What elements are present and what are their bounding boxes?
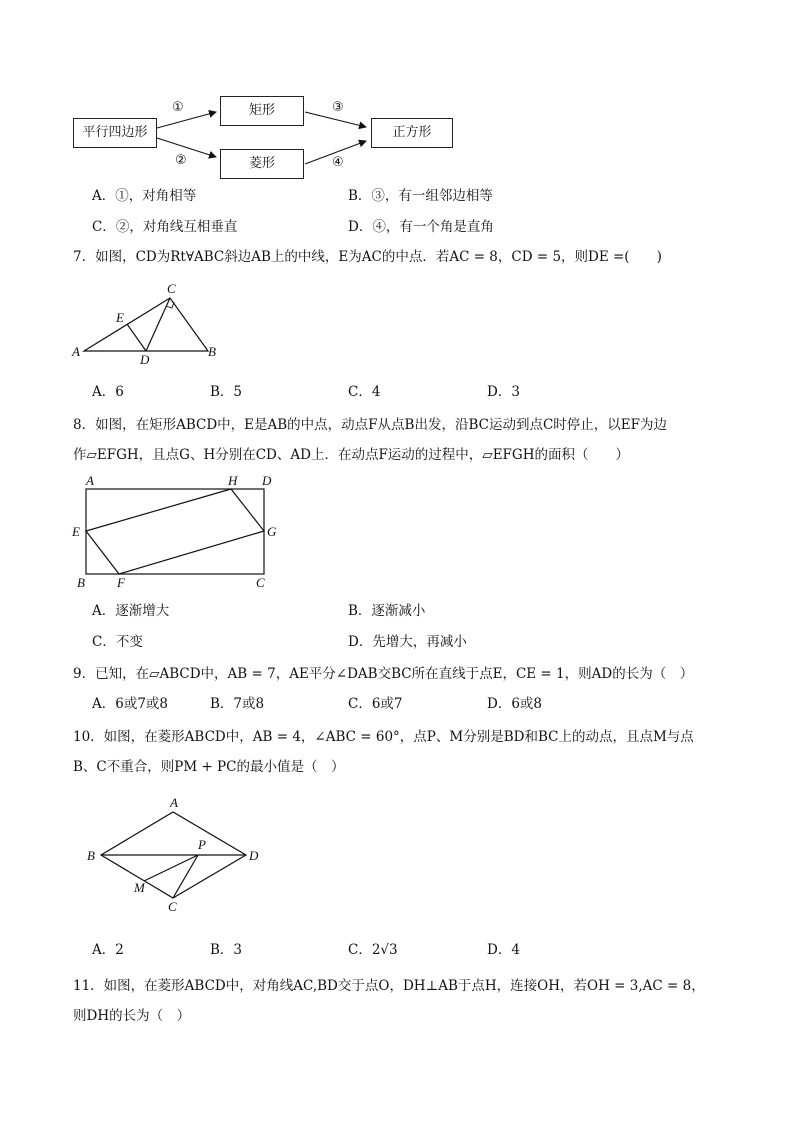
q11-stem-line2: 则DH的长为（ ） bbox=[73, 1008, 191, 1024]
q6-option-a: A．①，对角相等 bbox=[92, 188, 197, 204]
q7-option-b: B．5 bbox=[210, 384, 243, 400]
flowchart-arrows bbox=[0, 0, 794, 200]
q7-triangle-figure bbox=[70, 278, 310, 398]
q8-label-d: D bbox=[262, 473, 272, 488]
q10-label-m: M bbox=[134, 880, 145, 895]
q8-label-e: E bbox=[72, 524, 80, 539]
q6-option-d: D．④，有一个角是直角 bbox=[348, 219, 494, 235]
q10-label-d: D bbox=[249, 848, 259, 863]
q10-label-b: B bbox=[87, 848, 95, 863]
q7-option-d: D．3 bbox=[487, 384, 520, 400]
q7-label-a: A bbox=[72, 344, 80, 359]
q7-label-e: E bbox=[116, 310, 124, 325]
q8-label-b: B bbox=[77, 575, 85, 590]
q10-option-b: B．3 bbox=[210, 942, 243, 958]
q10-label-p: P bbox=[198, 837, 206, 852]
flow-mark-2: ② bbox=[175, 153, 187, 168]
q8-label-g: G bbox=[267, 524, 277, 539]
flow-box-square: 正方形 bbox=[371, 118, 453, 148]
q8-option-c: C．不变 bbox=[92, 634, 143, 650]
q9-option-d: D．6或8 bbox=[487, 696, 543, 712]
q10-stem-line2: B、C不重合，则PM + PC的最小值是（ ） bbox=[73, 759, 345, 775]
q9-option-a: A．6或7或8 bbox=[92, 696, 169, 712]
q10-rhombus-figure bbox=[80, 792, 280, 922]
q10-label-a: A bbox=[170, 795, 178, 810]
q6-option-b: B．③，有一组邻边相等 bbox=[348, 188, 493, 204]
q7-stem: 7．如图，CD为Rt∀ABC斜边AB上的中线，E为AC的中点．若AC = 8，CD = 5，则DE =( ) bbox=[73, 249, 662, 265]
flow-mark-3: ③ bbox=[332, 100, 344, 115]
q7-option-c: C．4 bbox=[348, 384, 381, 400]
arrow-1 bbox=[157, 112, 216, 128]
q7-option-a: A．6 bbox=[92, 384, 124, 400]
q9-option-c: C．6或7 bbox=[348, 696, 403, 712]
q8-rectangle-figure bbox=[70, 470, 300, 595]
q8-label-h: H bbox=[228, 473, 238, 488]
q6-option-c: C．②，对角线互相垂直 bbox=[92, 219, 238, 235]
flow-box-rectangle: 矩形 bbox=[220, 96, 304, 126]
q7-label-c: C bbox=[167, 281, 176, 296]
q10-option-c: C．2√3 bbox=[348, 942, 398, 958]
q8-stem-line1: 8．如图，在矩形ABCD中，E是AB的中点，动点F从点B出发，沿BC运动到点C时停止，以EF为边 bbox=[73, 417, 668, 433]
q9-option-b: B．7或8 bbox=[210, 696, 265, 712]
q8-stem-line2: 作▱EFGH，且点G、H分别在CD、AD上．在动点F运动的过程中，▱EFGH的面积（ ） bbox=[73, 447, 629, 463]
q8-label-f: F bbox=[117, 575, 125, 590]
q8-label-c: C bbox=[256, 575, 265, 590]
q7-label-b: B bbox=[208, 344, 216, 359]
q8-option-a: A．逐渐增大 bbox=[92, 603, 170, 619]
flow-box-rhombus: 菱形 bbox=[220, 149, 304, 179]
q10-option-a: A．2 bbox=[92, 942, 124, 958]
q9-stem: 9．已知，在▱ABCD中，AB = 7，AE平分∠DAB交BC所在直线于点E，CE = 1，则AD的长为（ ） bbox=[73, 666, 694, 682]
q10-option-d: D．4 bbox=[487, 942, 520, 958]
q10-label-c: C bbox=[168, 899, 177, 914]
q8-option-b: B．逐渐减小 bbox=[348, 603, 426, 619]
flow-mark-4: ④ bbox=[332, 155, 344, 170]
q7-label-d: D bbox=[140, 352, 150, 367]
q8-label-a: A bbox=[86, 473, 94, 488]
flow-box-parallelogram: 平行四边形 bbox=[73, 118, 157, 148]
q11-stem-line1: 11．如图，在菱形ABCD中，对角线AC,BD交于点O，DH⊥AB于点H，连接OH，若OH = 3,AC = 8， bbox=[73, 978, 705, 994]
flow-mark-1: ① bbox=[172, 100, 184, 115]
q8-option-d: D．先增大，再减小 bbox=[348, 634, 467, 650]
q10-stem-line1: 10．如图，在菱形ABCD中，AB = 4，∠ABC = 60°，点P、M分别是BD和BC上的动点，且点M与点 bbox=[73, 729, 694, 745]
